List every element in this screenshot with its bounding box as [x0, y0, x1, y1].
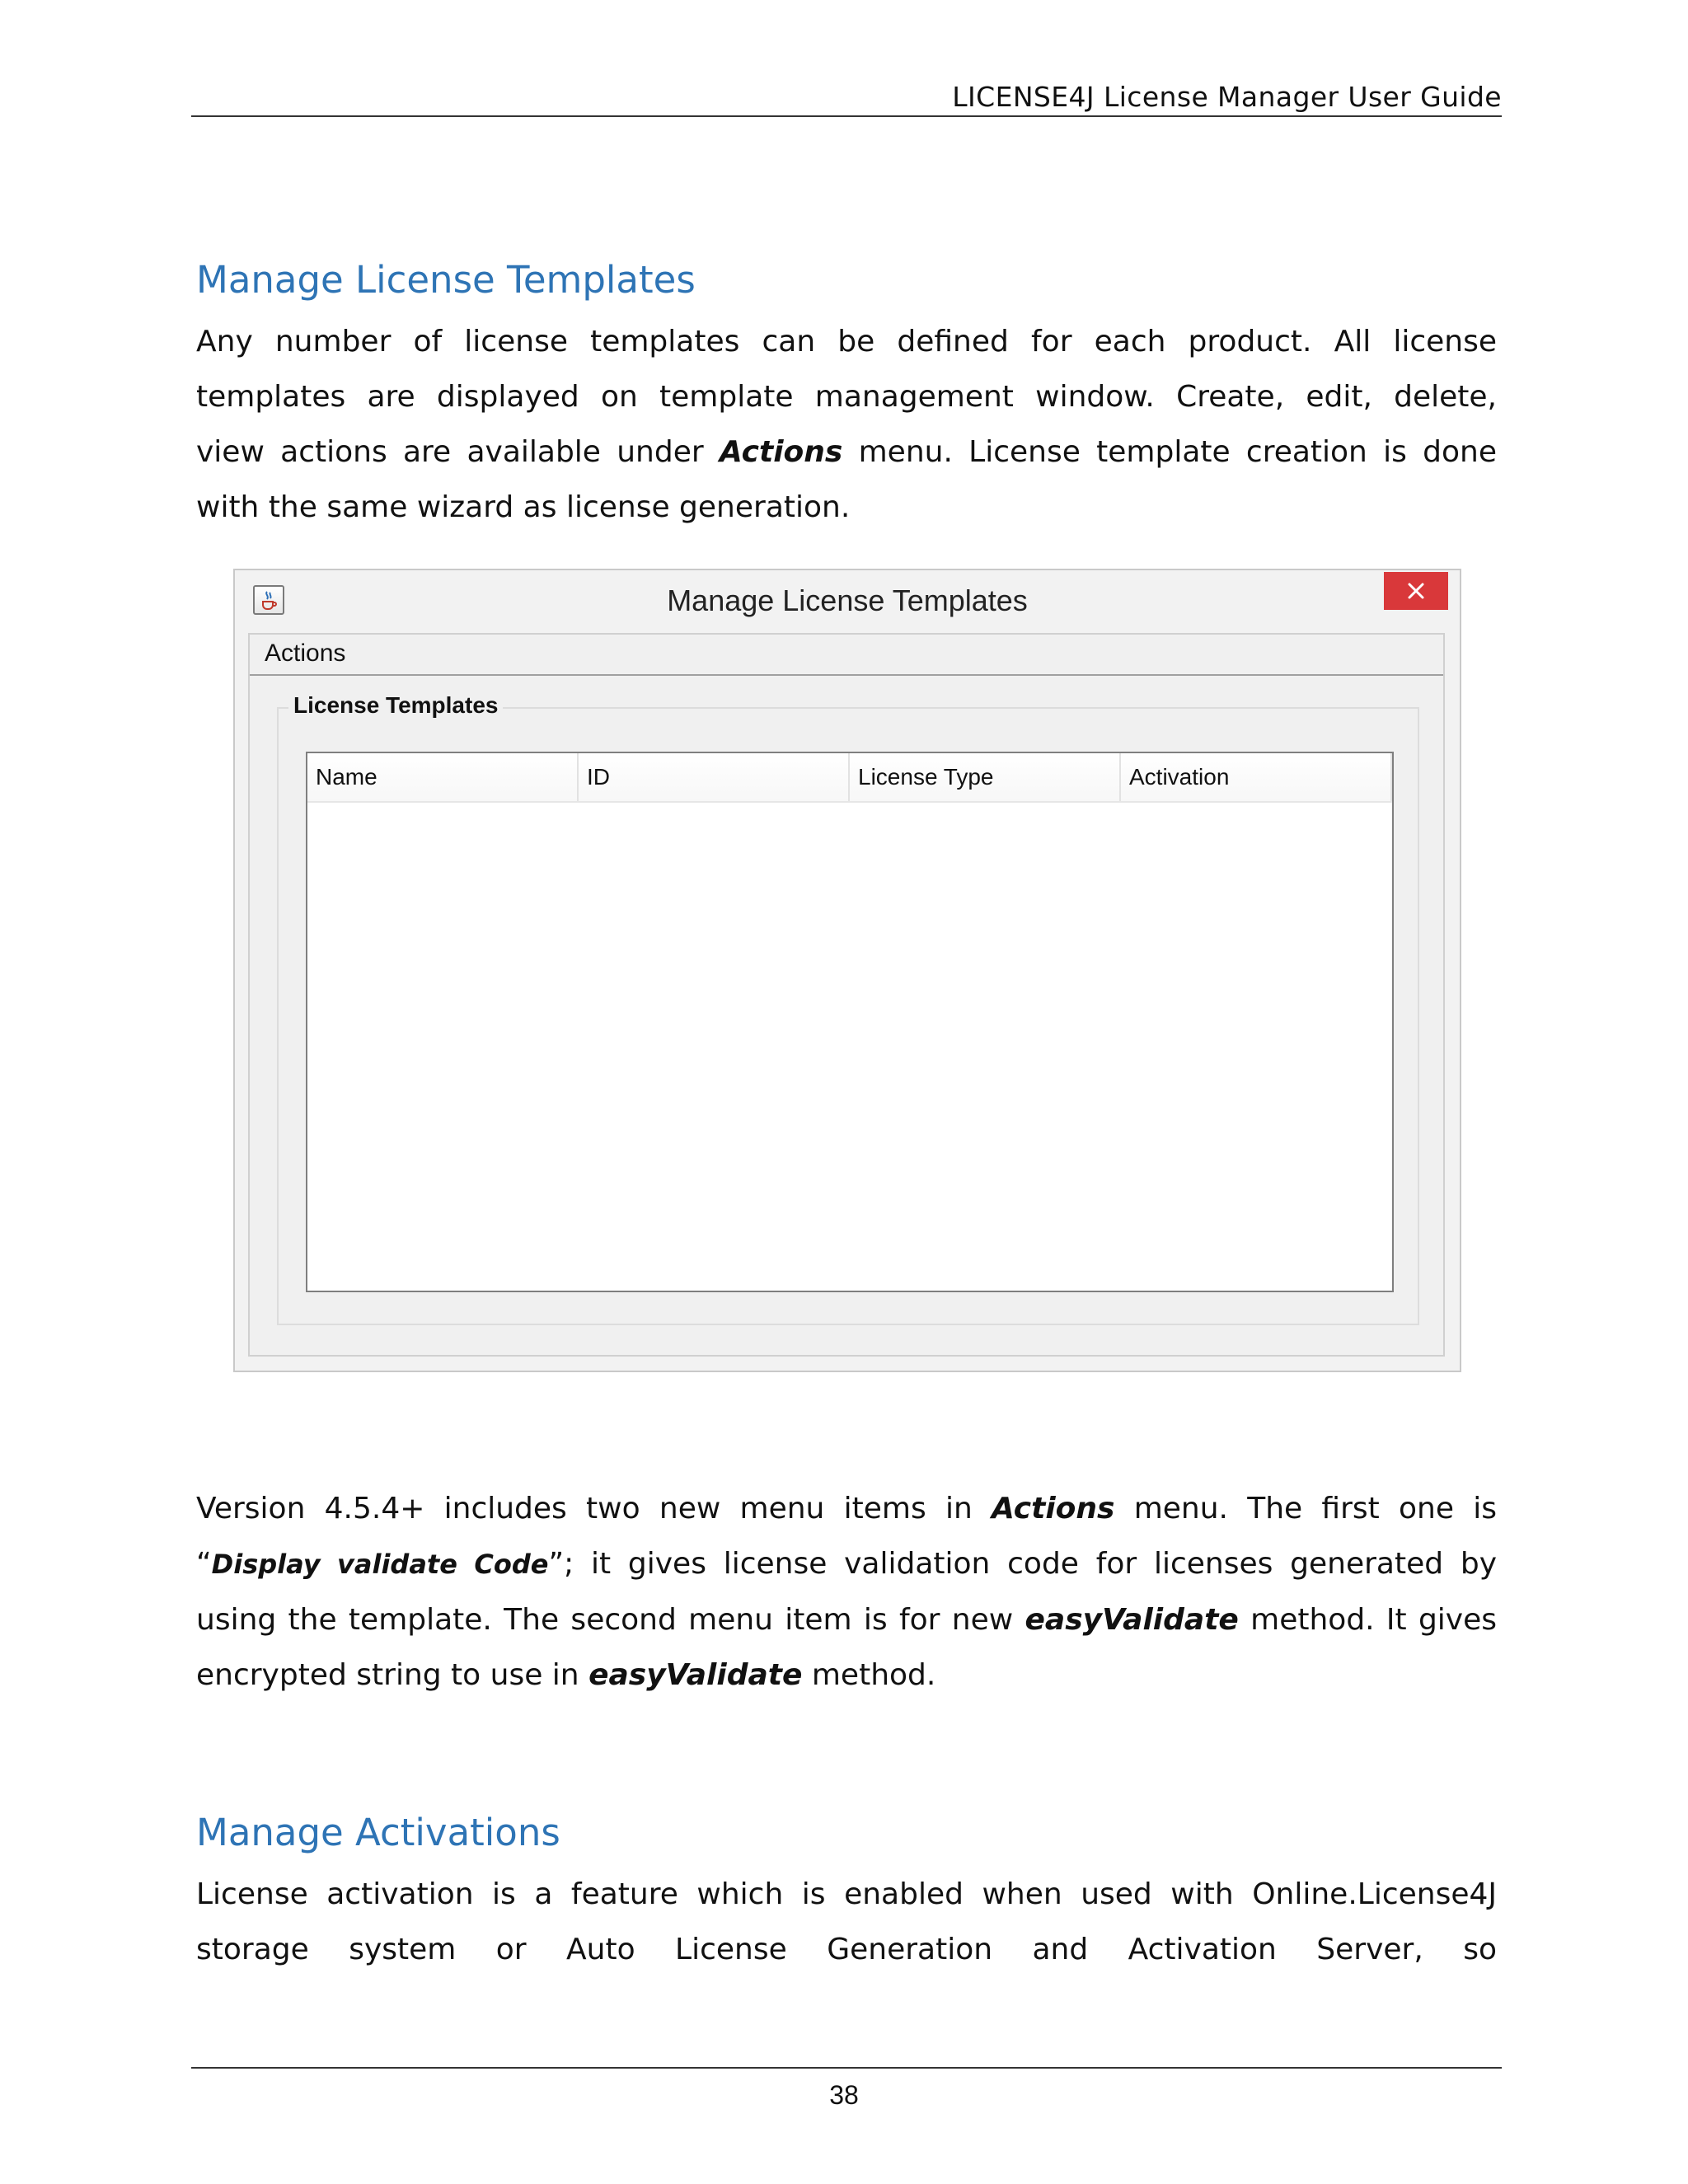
menu-actions[interactable]: Actions — [265, 640, 346, 667]
emphasis-actions: Actions — [992, 1492, 1115, 1526]
emphasis-actions: Actions — [719, 435, 843, 469]
text-run: method. — [802, 1658, 936, 1692]
section2-line-4 — [196, 1647, 1497, 1703]
window-body — [248, 633, 1445, 1357]
group-title: License Templates — [288, 692, 503, 719]
section1-line-4: with the same wizard as license generation. — [196, 490, 851, 524]
section3-line-2: storage system or Auto License Generation and Activation Server, so — [196, 1933, 1497, 1966]
emphasis-display-validate-code: Display validate Code — [211, 1549, 549, 1580]
section3-paragraph — [196, 1867, 1497, 1977]
section3-line-1: License activation is a feature which is enabled when used with Online.License4J — [196, 1877, 1497, 1911]
text-run: menu. License template creation is done — [842, 435, 1497, 469]
footer-rule — [191, 2067, 1502, 2069]
column-header-license-type[interactable]: License Type — [850, 753, 1121, 801]
column-header-activation[interactable]: Activation — [1121, 753, 1392, 801]
text-run: encrypted string to use in — [196, 1658, 589, 1692]
license-templates-table[interactable] — [306, 752, 1394, 1292]
section-heading-manage-license-templates: Manage License Templates — [196, 258, 696, 302]
section2-paragraph — [196, 1481, 1497, 1703]
section2-line-1 — [196, 1481, 1497, 1536]
menubar — [250, 635, 1443, 676]
text-run: using the template. The second menu item is for new — [196, 1603, 1025, 1637]
section2-line-3 — [196, 1592, 1497, 1647]
section1-line-1: Any number of license templates can be defined for each product. All license — [196, 325, 1497, 359]
table-header — [307, 753, 1392, 803]
manage-license-templates-window — [233, 569, 1461, 1372]
text-run: ”; it gives license validation code for licenses generated by — [548, 1547, 1498, 1581]
text-run: method. It gives — [1238, 1603, 1498, 1637]
section-heading-manage-activations: Manage Activations — [196, 1811, 560, 1854]
section1-line-2: templates are displayed on template management window. Create, edit, delete, — [196, 380, 1497, 414]
emphasis-easyvalidate: easyValidate — [588, 1658, 803, 1692]
text-run: Version 4.5.4+ includes two new menu items in — [196, 1492, 992, 1526]
text-run: menu. The first one is — [1114, 1492, 1497, 1526]
text-run: “ — [196, 1547, 212, 1581]
close-icon[interactable] — [1384, 572, 1448, 610]
page-number: 38 — [829, 2080, 859, 2110]
column-header-id[interactable]: ID — [579, 753, 850, 801]
column-header-name[interactable]: Name — [307, 753, 579, 801]
license-templates-group — [277, 692, 1419, 1325]
running-header-title: LICENSE4J License Manager User Guide — [952, 81, 1502, 113]
section1-line-3 — [196, 424, 1497, 480]
window-titlebar — [235, 570, 1460, 633]
text-run: view actions are available under — [196, 435, 720, 469]
emphasis-easyvalidate: easyValidate — [1025, 1603, 1239, 1637]
window-title: Manage License Templates — [667, 583, 1028, 617]
section2-line-2 — [196, 1536, 1497, 1592]
section1-paragraph — [196, 314, 1497, 535]
running-header — [191, 79, 1502, 117]
